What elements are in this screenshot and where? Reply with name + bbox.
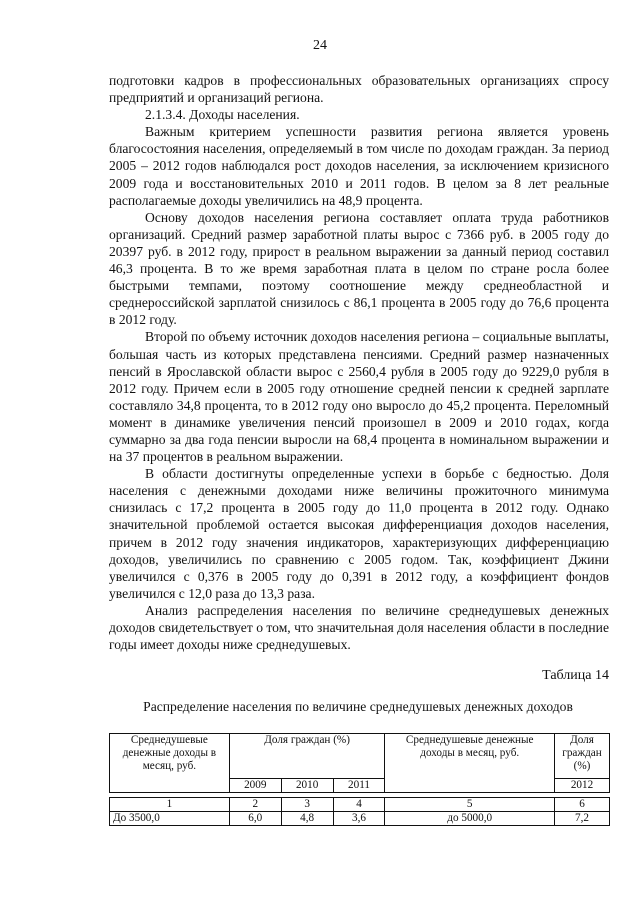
- paragraph: Основу доходов населения региона составляет оплата труда работников организаций. Средний размер заработной платы вырос с 7366 руб. в 2005 году до 20397 руб. в 2012 году, прирост в реальном выражении за данный период составил 46,3 процента. В то же время заработная плата в целом по стране росла более быстрыми темпами, поэтому соотношение между среднеобластной и среднероссийской зарплатой снизилось с 86,1 процента в 2005 году до 76,6 процента в 2012 году.: [109, 209, 609, 328]
- column-number: 1: [110, 798, 230, 812]
- body-text: [109, 72, 609, 653]
- header-year: 2012: [555, 779, 610, 793]
- section-heading: 2.1.3.4. Доходы населения.: [145, 107, 300, 123]
- table-label: Таблица 14: [542, 668, 609, 683]
- cell-2011: 3,6: [333, 812, 385, 826]
- column-number: 6: [555, 798, 610, 812]
- table-header-row: [110, 734, 610, 779]
- column-number: 3: [281, 798, 333, 812]
- cell-2009: 6,0: [229, 812, 281, 826]
- header-share: Доля граждан (%): [229, 734, 385, 779]
- cell-2012: 7,2: [555, 812, 610, 826]
- paragraph: В области достигнуты определенные успехи в борьбе с бедностью. Доля населения с денежными доходами ниже величины прожиточного минимума снизилась с 17,2 процента в 2005 году до 11,0 процента в 2012 году. Однако значительной проблемой остается высокая дифференциация доходов населения, причем в 2012 году значения индикаторов, характеризующих дифференциацию доходов, увеличились по сравнению с 2005 годом. Так, коэффициент Джини увеличился с 0,376 в 2005 году до 0,391 в 2012 году, а коэффициент фондов увеличился с 12,0 раза до 13,3 раза.: [109, 466, 609, 601]
- header-share-right: Доля граждан (%): [555, 734, 610, 779]
- header-income-left: Среднедушевые денежные доходы в месяц, руб.: [110, 734, 230, 793]
- paragraph-continuation: подготовки кадров в профессиональных образовательных организациях спросу предприятий и организаций региона.: [109, 73, 609, 106]
- column-number: 5: [385, 798, 555, 812]
- table-row: [110, 812, 610, 826]
- header-year: 2009: [229, 779, 281, 793]
- column-number-row: [110, 798, 610, 812]
- header-income-right: Среднедушевые денежные доходы в месяц, руб.: [385, 734, 555, 793]
- table-title: Распределение населения по величине среднедушевых денежных доходов: [143, 699, 573, 714]
- income-distribution-table: [109, 733, 610, 826]
- cell-2010: 4,8: [281, 812, 333, 826]
- paragraph: Важным критерием успешности развития региона является уровень благосостояния населения, определяемый в том числе по доходам граждан. За период 2005 – 2012 годов наблюдался рост доходов населения, за исключением кризисного 2009 года и восстановительных 2010 и 2011 годов. В целом за 8 лет реальные располагаемые доходы увеличились на 48,9 процента.: [109, 124, 609, 208]
- header-year: 2010: [281, 779, 333, 793]
- cell-income-right: до 5000,0: [385, 812, 555, 826]
- column-number: 2: [229, 798, 281, 812]
- paragraph: Второй по объему источник доходов населения региона – социальные выплаты, большая часть из которых представлена пенсиями. Средний размер назначенных пенсий в Ярославской области вырос с 2560,4 рубля в 2005 году до 9229,0 рубля в 2012 году. Причем если в 2005 году отношение средней пенсии к средней зарплате составляло 34,8 процента, то в 2012 году оно выросло до 45,2 процента. Переломный момент в динамике увеличения пенсий произошел в 2009 и 2010 годах, когда суммарно за два года пенсии выросли на 68,4 процента в номинальном выражении и на 37 процентов в реальном выражении.: [109, 329, 609, 465]
- cell-income-left: До 3500,0: [110, 812, 230, 826]
- header-year: 2011: [333, 779, 385, 793]
- paragraph: Анализ распределения населения по величине среднедушевых денежных доходов свидетельствует о том, что значительная доля населения области в последние годы имеет доходы ниже среднедушевых.: [109, 602, 609, 653]
- page-number: 24: [313, 38, 327, 53]
- column-number: 4: [333, 798, 385, 812]
